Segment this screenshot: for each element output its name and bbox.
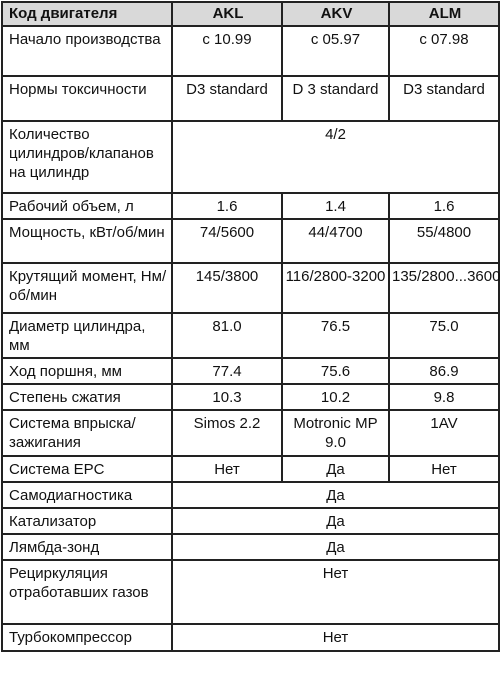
cell-akl: D3 standard [172, 76, 282, 121]
cell-akl: Нет [172, 456, 282, 482]
cell-akl: 81.0 [172, 313, 282, 358]
row-cylinders-valves [2, 121, 499, 193]
cell-akv: с 05.97 [282, 26, 389, 76]
engine-spec-table [1, 1, 500, 652]
row-label: Турбокомпрессор [2, 624, 172, 651]
row-label: Ход поршня, мм [2, 358, 172, 384]
row-label: Система впрыска/зажигания [2, 410, 172, 456]
cell-merged: Нет [172, 624, 499, 651]
row-label: Крутящий момент, Нм/об/мин [2, 263, 172, 313]
cell-merged: Да [172, 534, 499, 560]
cell-alm: 1AV [389, 410, 499, 456]
cell-akl: 74/5600 [172, 219, 282, 263]
row-epc [2, 456, 499, 482]
cell-akv: 116/2800-3200 [282, 263, 389, 313]
row-label: Степень сжатия [2, 384, 172, 410]
cell-akv: 10.2 [282, 384, 389, 410]
cell-akl: Simos 2.2 [172, 410, 282, 456]
row-egr [2, 560, 499, 624]
header-akv: AKV [282, 2, 389, 26]
cell-akv: D 3 standard [282, 76, 389, 121]
row-label: Катализатор [2, 508, 172, 534]
row-catalyst [2, 508, 499, 534]
cell-akl: 145/3800 [172, 263, 282, 313]
row-label: Мощность, кВт/об/мин [2, 219, 172, 263]
cell-akl: с 10.99 [172, 26, 282, 76]
row-label: Система EPC [2, 456, 172, 482]
row-label: Количество цилиндров/клапанов на цилиндр [2, 121, 172, 193]
row-injection-ignition [2, 410, 499, 456]
row-label: Самодиагностика [2, 482, 172, 508]
row-power [2, 219, 499, 263]
cell-akl: 1.6 [172, 193, 282, 219]
cell-alm: 1.6 [389, 193, 499, 219]
header-akl: AKL [172, 2, 282, 26]
cell-merged: Нет [172, 560, 499, 624]
cell-akv: Motronic MP 9.0 [282, 410, 389, 456]
cell-alm: D3 standard [389, 76, 499, 121]
cell-akv: 76.5 [282, 313, 389, 358]
cell-akv: 44/4700 [282, 219, 389, 263]
cell-akv: Да [282, 456, 389, 482]
header-row [2, 2, 499, 26]
row-emission-standard [2, 76, 499, 121]
row-stroke [2, 358, 499, 384]
row-turbocharger [2, 624, 499, 651]
cell-akl: 10.3 [172, 384, 282, 410]
cell-merged: Да [172, 482, 499, 508]
cell-akv: 75.6 [282, 358, 389, 384]
row-production-start [2, 26, 499, 76]
row-label: Нормы токсичности [2, 76, 172, 121]
cell-alm: 75.0 [389, 313, 499, 358]
cell-alm: 135/2800...3600 [389, 263, 499, 313]
row-lambda-probe [2, 534, 499, 560]
row-bore [2, 313, 499, 358]
cell-alm: 9.8 [389, 384, 499, 410]
cell-merged: Да [172, 508, 499, 534]
header-alm: ALM [389, 2, 499, 26]
row-torque [2, 263, 499, 313]
cell-alm: 86.9 [389, 358, 499, 384]
row-label: Рециркуляция отработавших газов [2, 560, 172, 624]
row-label: Диаметр цилиндра, мм [2, 313, 172, 358]
row-label: Лямбда-зонд [2, 534, 172, 560]
row-self-diagnosis [2, 482, 499, 508]
row-label: Рабочий объем, л [2, 193, 172, 219]
header-engine-code: Код двигателя [2, 2, 172, 26]
cell-alm: с 07.98 [389, 26, 499, 76]
cell-alm: Нет [389, 456, 499, 482]
cell-akv: 1.4 [282, 193, 389, 219]
cell-akl: 77.4 [172, 358, 282, 384]
cell-alm: 55/4800 [389, 219, 499, 263]
cell-merged: 4/2 [172, 121, 499, 193]
row-displacement [2, 193, 499, 219]
row-compression [2, 384, 499, 410]
row-label: Начало производства [2, 26, 172, 76]
